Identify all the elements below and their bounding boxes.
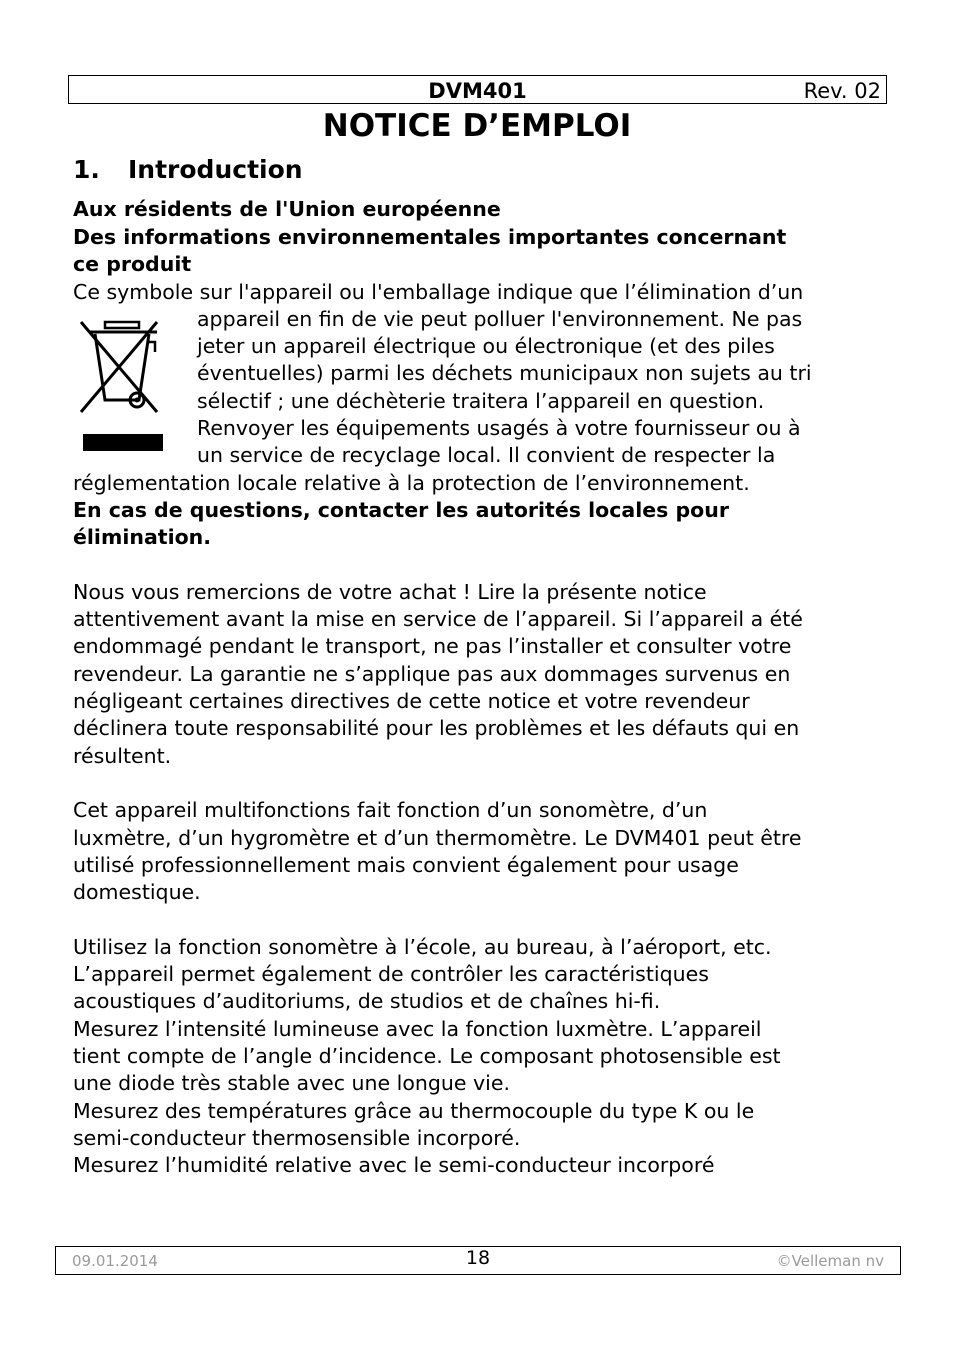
env-heading-line2: ce produit: [73, 252, 192, 276]
paragraph-line: semi-conducteur thermosensible incorporé.: [73, 1126, 521, 1150]
eu-text-line: appareil en fin de vie peut polluer l'environnement. Ne pas: [197, 307, 803, 331]
paragraph-line: déclinera toute responsabilité pour les problèmes et les défauts qui en: [73, 716, 800, 740]
eu-text-line: un service de recyclage local. Il convient de respecter la: [197, 443, 776, 467]
paragraph-line: endommagé pendant le transport, ne pas l’installer et consulter votre: [73, 634, 792, 658]
footer-date: 09.01.2014: [72, 1252, 158, 1270]
eu-text-line1: Ce symbole sur l'appareil ou l'emballage indique que l’élimination d’un: [73, 280, 804, 304]
eu-text-last-line: réglementation locale relative à la protection de l’environnement.: [73, 471, 750, 495]
paragraph-line: Mesurez l’humidité relative avec le semi-conducteur incorporé: [73, 1153, 715, 1177]
page-title: NOTICE D’EMPLOI: [322, 108, 632, 144]
paragraph-line: domestique.: [73, 880, 201, 904]
section-title: Introduction: [128, 155, 303, 184]
paragraph-line: L’appareil permet également de contrôler les caractéristiques: [73, 962, 709, 986]
model-name: DVM401: [428, 79, 527, 103]
paragraph-line: tient compte de l’angle d’incidence. Le composant photosensible est: [73, 1044, 781, 1068]
eu-text-line: sélectif ; une déchèterie traitera l’appareil en question.: [197, 389, 765, 413]
page-number: 18: [465, 1247, 491, 1269]
env-heading-line1: Des informations environnementales importantes concernant: [73, 225, 787, 249]
paragraph-line: résultent.: [73, 744, 172, 768]
section-number: 1.: [73, 155, 100, 184]
paragraph-line: utilisé professionnellement mais convient également pour usage: [73, 853, 739, 877]
paragraph-line: revendeur. La garantie ne s’applique pas aux dommages survenus en: [73, 662, 791, 686]
weee-symbol-icon: [73, 312, 173, 457]
paragraph-line: acoustiques d’auditoriums, de studios et de chaînes hi-fi.: [73, 989, 661, 1013]
eu-heading: Aux résidents de l'Union européenne: [73, 197, 501, 221]
page-footer: [55, 1246, 901, 1275]
paragraph-line: luxmètre, d’un hygromètre et d’un thermomètre. Le DVM401 peut être: [73, 826, 802, 850]
page-header: [68, 75, 887, 104]
paragraph-line: Nous vous remercions de votre achat ! Lire la présente notice: [73, 580, 707, 604]
eu-text-line: éventuelles) parmi les déchets municipaux non sujets au tri: [197, 361, 812, 385]
contact-notice-line2: élimination.: [73, 525, 212, 549]
paragraph-line: attentivement avant la mise en service de l’appareil. Si l’appareil a été: [73, 607, 803, 631]
footer-copyright: ©Velleman nv: [776, 1252, 884, 1270]
paragraph-line: négligeant certaines directives de cette notice et votre revendeur: [73, 689, 750, 713]
section-heading: [73, 155, 303, 184]
eu-text-line: jeter un appareil électrique ou électronique (et des piles: [197, 334, 775, 358]
paragraph-line: une diode très stable avec une longue vie.: [73, 1071, 510, 1095]
paragraph-line: Mesurez des températures grâce au thermocouple du type K ou le: [73, 1099, 755, 1123]
revision-label: Rev. 02: [803, 79, 881, 103]
paragraph-line: Cet appareil multifonctions fait fonction d’un sonomètre, d’un: [73, 798, 708, 822]
contact-notice-line1: En cas de questions, contacter les autorités locales pour: [73, 498, 729, 522]
paragraph-line: Mesurez l’intensité lumineuse avec la fonction luxmètre. L’appareil: [73, 1017, 762, 1041]
eu-text-line: Renvoyer les équipements usagés à votre fournisseur ou à: [197, 416, 801, 440]
paragraph-line: Utilisez la fonction sonomètre à l’école, au bureau, à l’aéroport, etc.: [73, 935, 772, 959]
